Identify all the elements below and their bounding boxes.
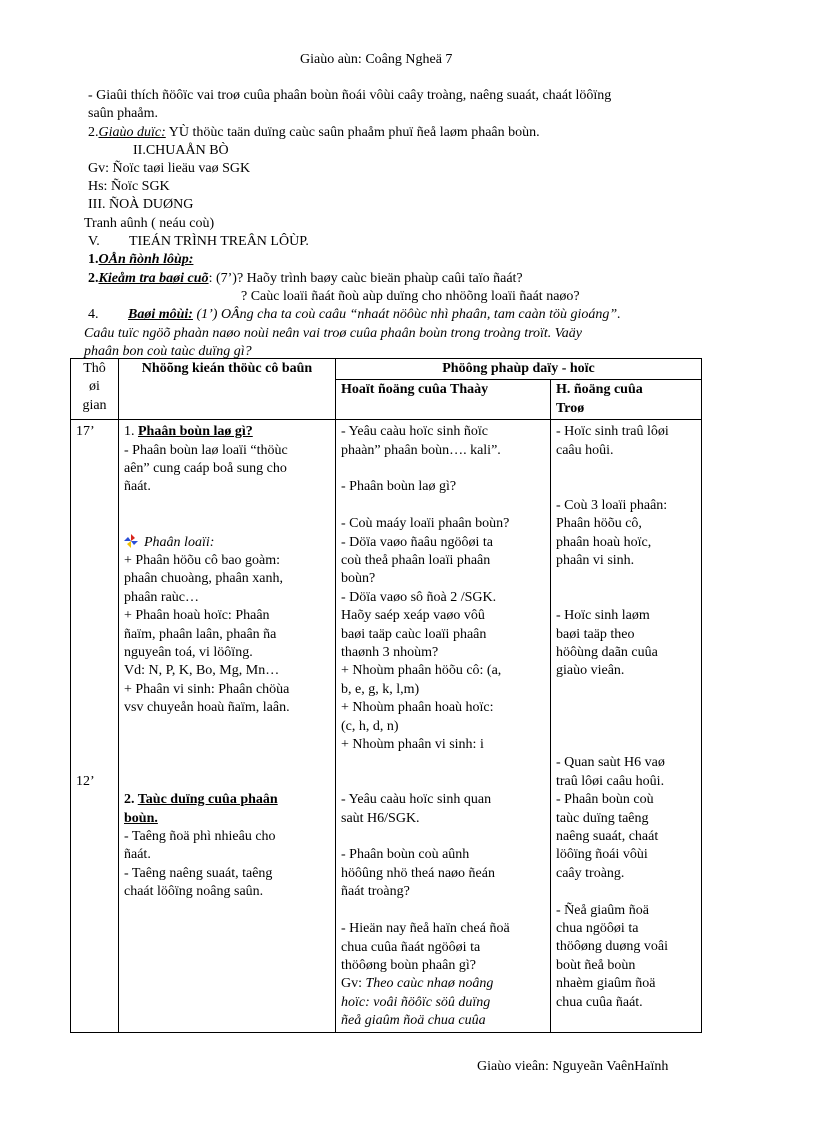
student-line: caây troàng. [556,865,625,881]
student-line: thöôøng duøng voâi [556,939,668,955]
teacher-line: baøi taäp caùc loaïi phaân [341,626,487,642]
teacher-line: - Hieän nay ñeå haïn cheá ñoä [341,921,510,937]
student-line: caâu hoûi. [556,442,614,458]
teacher-line: + Nhoùm phaân höõu cô: (a, [341,663,502,679]
teacher-line: - Yeâu caàu hoïc sinh ñoïc [341,424,488,440]
lesson-table [70,358,702,1033]
time-header-line: øi [89,379,100,395]
section-2-label: Taùc duïng cuûa phaân [137,792,278,808]
teacher-gv-text: hoïc: voâi ñöôïc söû duïng [341,994,491,1010]
student-line: phaân hoaù hoïc, [556,534,652,550]
student-header-line: H. ñoäng cuûa [556,382,643,398]
student-line: taùc duïng taêng [556,810,649,826]
knowledge-line: aên” cung caáp boå sung cho [124,461,287,477]
time-value-1: 17’ [76,424,95,440]
on-dinh-number: 1. [88,252,99,267]
student-line: - Quan saùt H6 vaø [556,755,665,771]
kiem-tra-number: 2. [88,271,99,286]
student-line: traû lôøi caâu hoûi. [556,773,665,789]
objective-line-1: - Giaûi thích ñöôïc vai troø cuûa phaân boùn ñoái vôùi caây troàng, naêng suaát, chaát löôïng [88,88,612,103]
knowledge-line: - Phaân boùn laø loaïi “thöùc [124,442,288,458]
student-line: chua ngöôøi ta [556,921,639,937]
knowledge-line: phaân raùc… [124,589,200,605]
student-line: höôùng daãn cuûa [556,645,658,661]
section-1-label: Phaân boùn laø gì? [138,424,253,440]
knowledge-line: - Taêng naêng suaát, taêng [124,865,273,881]
chuan-bi-heading: II.CHUAÅN BÒ [133,143,229,158]
teacher-gv-note [341,975,545,993]
section-1-number: 1. [124,424,138,440]
bai-moi-number: 4. [88,307,99,322]
kiem-tra-line [88,270,523,288]
student-line: - Ñeå giaûm ñoä [556,902,649,918]
student-line: phaân vi sinh. [556,553,635,569]
on-dinh-line [88,251,193,269]
teacher-cell [336,420,551,1032]
page-header-title: Giaùo aùn: Coâng Ngheä 7 [300,52,453,67]
tranh-line: Tranh aûnh ( neáu coù) [84,216,215,231]
method-column-header: Phöông phaùp daïy - hoïc [336,359,702,380]
student-line: - Hoïc sinh traû lôøi [556,424,669,440]
student-column-header [551,380,702,420]
teacher-line: + Nhoùm phaân vi sinh: i [341,737,484,753]
knowledge-line: ñaát. [124,847,151,863]
knowledge-line: + Phaân hoaù hoïc: Phaân [124,608,270,624]
section-2-label-cont: boùn. [124,810,158,826]
teacher-line: b, e, g, k, l,m) [341,681,420,697]
tien-trinh-title: TIEÁN TRÌNH TREÂN LÔÙP. [129,234,309,249]
section-1-title [124,423,330,441]
phan-loai-label: Phaân loaïi: [144,534,215,550]
bai-moi-line-2: Caâu tuïc ngöõ phaàn naøo noùi neân vai troø cuûa phaân boùn trong troàng troït. Vaäy [84,326,583,341]
objective-line-2: saûn phaåm. [88,106,158,121]
teacher-line: - Yeâu caàu hoïc sinh quan [341,792,492,808]
bai-moi-line [128,306,621,324]
hs-prep-line: Hs: Ñoïc SGK [88,179,170,194]
kiem-tra-text: : (7’)? Haõy trình baøy caùc bieän phaùp caûi taïo ñaát? [208,271,523,286]
teacher-line: coù theå phaân loaïi phaân [341,553,491,569]
student-line: giaùo vieân. [556,663,625,679]
knowledge-line: nguyeân toá, vi löôïng. [124,645,253,661]
student-line: naêng suaát, chaát [556,829,659,845]
knowledge-column-header: Nhöõng kieán thöùc cô baûn [119,359,336,420]
teacher-line: - Phaân boùn coù aûnh [341,847,470,863]
teacher-line: phaàn” phaân boùn…. kali”. [341,442,501,458]
time-cell [71,420,119,1032]
do-dung-heading: III. ÑOÀ DUØNG [88,197,194,212]
teacher-line: - Döïa vaøo sô ñoà 2 /SGK. [341,589,497,605]
footer-teacher: Giaùo vieân: Nguyeãn VaênHaïnh [477,1059,669,1074]
teacher-line: boùn? [341,571,376,587]
kiem-tra-question-2: ? Caùc loaïi ñaát ñoù aùp duïng cho nhöõng loaïi ñaát naøo? [241,289,580,304]
student-header-line: Troø [556,400,585,416]
knowledge-line: ñaát. [124,479,151,495]
student-line: - Phaân boùn coù [556,792,654,808]
time-header-line: Thô [83,361,106,376]
section-2-title [124,791,330,809]
teacher-line: - Phaân boùn laø gì? [341,479,457,495]
student-line: löôïng ñoái vôùi [556,847,648,863]
tien-trinh-heading [88,233,100,251]
student-line: chua cuûa ñaát. [556,994,643,1010]
knowledge-line: Vd: N, P, K, Bo, Mg, Mn… [124,663,280,679]
gv-prep-line: Gv: Ñoïc taøi lieäu vaø SGK [88,161,251,176]
on-dinh-label: OÅn ñònh lôùp: [98,252,194,267]
phan-loai-heading [124,534,330,552]
kiem-tra-label: Kieåm tra baøi cuõ [98,271,209,286]
knowledge-line: + Phaân vi sinh: Phaân chöùa [124,681,290,697]
student-line: - Coù 3 loaïi phaân: [556,497,668,513]
giao-duc-line [88,124,540,142]
knowledge-line: chaát löôïng noâng saûn. [124,884,264,900]
teacher-column-header: Hoaït ñoäng cuûa Thaày [336,380,551,420]
student-line: - Hoïc sinh laøm [556,608,650,624]
bai-moi-line-3: phaân bon coù taùc duïng gì? [84,344,252,359]
teacher-line: (c, h, d, n) [341,718,399,734]
time-column-header [71,359,119,420]
student-line: Phaân höõu cô, [556,516,642,532]
giao-duc-number: 2. [88,125,99,140]
teacher-line: - Döïa vaøo ñaâu ngöôøi ta [341,534,494,550]
giao-duc-label: Giaùo duïc: [98,125,166,140]
student-line: nhaèm giaûm ñoä [556,976,656,992]
teacher-line: thaønh 3 nhoùm? [341,645,439,661]
teacher-line: thöôøng boùn phaân gì? [341,957,476,973]
teacher-line: - Coù maáy loaïi phaân boùn? [341,516,510,532]
teacher-line: ñaát troàng? [341,884,410,900]
pinwheel-icon [124,534,138,548]
teacher-gv-text: Theo caùc nhaø noâng [362,976,494,992]
knowledge-line: - Taêng ñoä phì nhieâu cho [124,829,276,845]
student-line: boùt ñeå boùn [556,957,636,973]
teacher-line: Haõy saép xeáp vaøo vôû [341,608,485,624]
time-value-2: 12’ [76,773,95,789]
bai-moi-label: Baøi môùi: [128,307,193,322]
knowledge-line: phaân chuoàng, phaân xanh, [124,571,283,587]
teacher-gv-label: Gv: [341,976,362,992]
teacher-line: höôûng nhö theá naøo ñeán [341,865,495,881]
knowledge-cell [119,420,336,1032]
knowledge-line: vsv chuyeån hoaù ñaïm, laân. [124,700,290,716]
teacher-line: saùt H6/SGK. [341,810,420,826]
student-cell [551,420,702,1032]
section-2-number: 2. [124,792,138,808]
time-header-line: gian [82,397,107,413]
knowledge-line: + Phaân höõu cô bao goàm: [124,553,281,569]
knowledge-line: ñaïm, phaân laân, phaân ña [124,626,277,642]
student-line: baøi taäp theo [556,626,635,642]
bai-moi-text: (1’) OÂng cha ta coù caâu “nhaát nöôùc nhì phaân, tam caàn töù gioáng”. [192,307,621,322]
giao-duc-text: YÙ thöùc taän duïng caùc saûn phaåm phuï ñeå laøm phaân boùn. [165,125,540,140]
teacher-gv-text: ñeå giaûm ñoä chua cuûa [341,1013,486,1029]
tien-trinh-number: V. [88,234,100,249]
teacher-line: + Nhoùm phaân hoaù hoïc: [341,700,494,716]
teacher-line: chua cuûa ñaát ngöôøi ta [341,939,481,955]
